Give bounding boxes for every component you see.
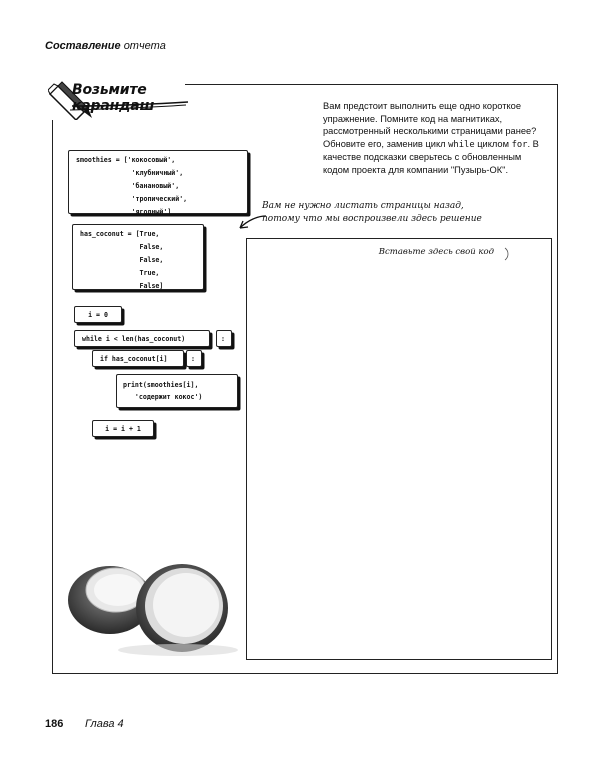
magnet-init-i[interactable]: i = 0 xyxy=(74,306,122,323)
magnet-while-colon[interactable]: : xyxy=(216,330,232,347)
instructions-code-while: while xyxy=(448,139,475,150)
code-area-hint: Вставьте здесь свой код xyxy=(378,247,494,257)
handwritten-note xyxy=(262,200,492,226)
note-arrow-icon xyxy=(232,210,272,240)
magnet-if-line[interactable]: if has_coconut[i] xyxy=(92,350,184,367)
chapter-label: Глава 4 xyxy=(85,718,124,730)
header-rest: отчета xyxy=(123,40,166,52)
instructions-part2: циклом xyxy=(474,138,512,149)
magnet-print-line[interactable]: print(smoothies[i], 'содержит кокос') xyxy=(116,374,238,408)
magnet-increment-i[interactable]: i = i + 1 xyxy=(92,420,154,437)
running-header xyxy=(45,40,166,52)
code-input-area[interactable] xyxy=(246,238,552,660)
page-number: 186 xyxy=(45,718,64,730)
instructions-code-for: for xyxy=(511,139,528,150)
coconut-image xyxy=(66,550,246,662)
magnet-has-coconut-list[interactable]: has_coconut = [True, False, False, True, False] xyxy=(72,224,204,290)
hint-arrow-icon xyxy=(503,247,511,261)
magnet-while-line[interactable]: while i < len(has_coconut) xyxy=(74,330,210,347)
note-line-1: Вам не нужно листать страницы назад, xyxy=(262,201,464,211)
sharpen-pencil-title xyxy=(48,76,198,120)
note-line-2: потому что мы воспроизвели здесь решение xyxy=(262,214,482,224)
magnet-if-colon[interactable]: : xyxy=(186,350,202,367)
instructions-part3: . В качестве подсказки сверьтесь с обновленным кодом проекта для компании "Пузырь-ОК". xyxy=(323,138,539,175)
magnet-smoothies-list[interactable]: smoothies = ['кокосовый', 'клубничный', 'банановый', 'тропический', 'ягодный'] xyxy=(68,150,248,214)
header-bold: Составление xyxy=(45,40,121,52)
sharpen-pencil-heading: Возьмите карандаш xyxy=(72,82,155,114)
instructions-part1: Вам предстоит выполнить еще одно короткое упражнение. Помните код на магнитиках, рассмотренный несколькими страницами ранее? Обновите его, заменив цикл xyxy=(323,101,537,149)
exercise-instructions xyxy=(323,100,548,177)
